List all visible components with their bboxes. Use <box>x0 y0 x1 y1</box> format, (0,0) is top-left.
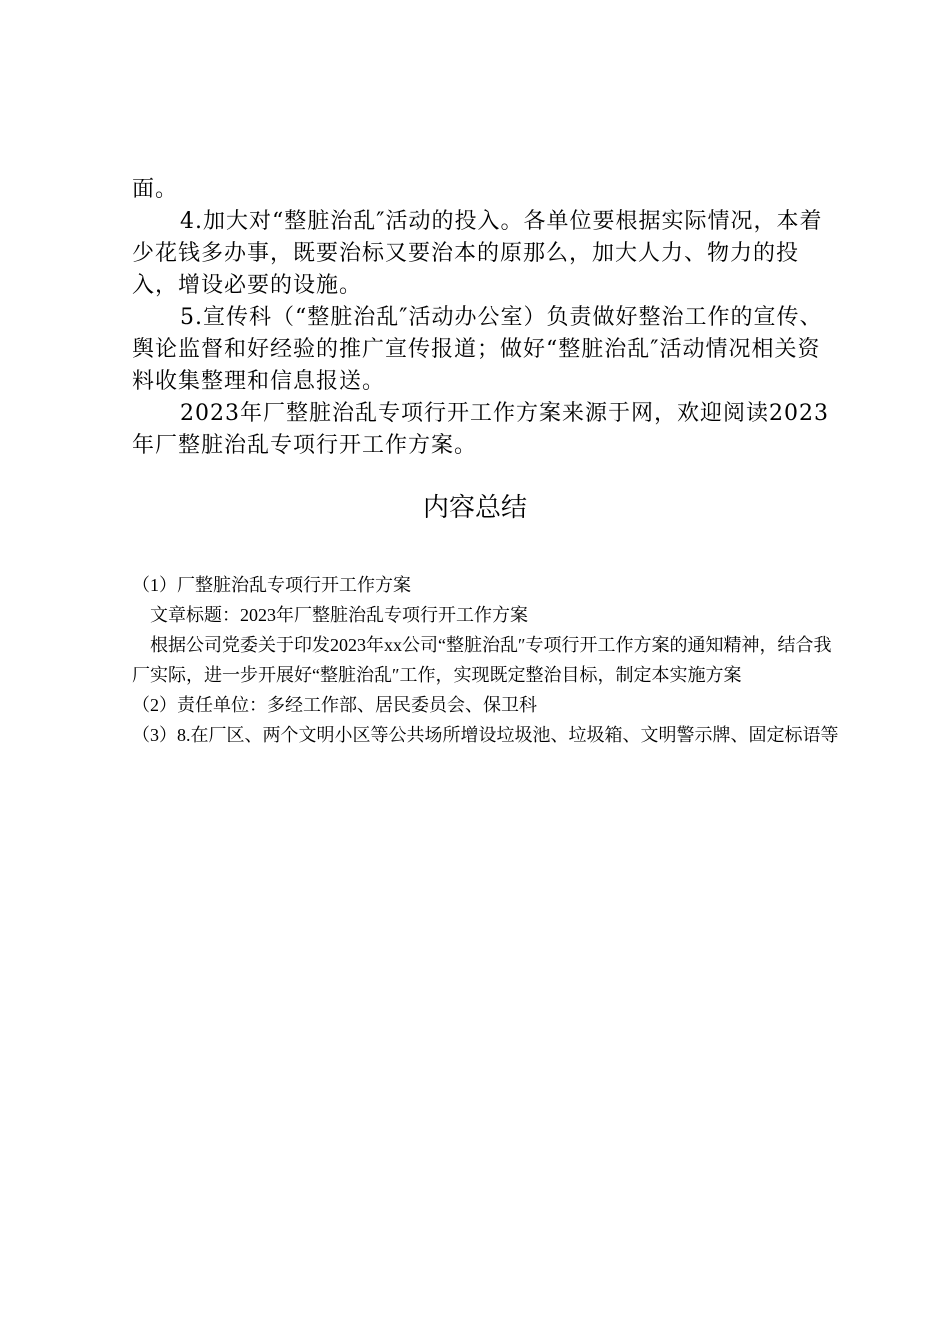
body-paragraph: 5.宣传科（“整脏治乱″活动办公室）负责做好整治工作的宣传、舆论监督和好经验的推广宣传报道；做好“整脏治乱″活动情况相关资料收集整理和信息报送。 <box>132 305 823 394</box>
summary-item: 文章标题：2023年厂整脏治乱专项行开工作方案 <box>150 605 528 625</box>
body-paragraph: 2023年厂整脏治乱专项行开工作方案来源于网，欢迎阅读2023年厂整脏治乱专项行开工作方案。 <box>132 401 829 458</box>
body-paragraph: 4.加大对“整脏治乱″活动的投入。各单位要根据实际情况，本着少花钱多办事，既要治标又要治本的原那么，加大人力、物力的投入，增设必要的设施。 <box>132 209 823 298</box>
summary-item: （3）8.在厂区、两个文明小区等公共场所增设垃圾池、垃圾箱、文明警示牌、固定标语等 <box>132 725 839 745</box>
summary-item: （2）责任单位：多经工作部、居民委员会、保卫科 <box>132 695 537 715</box>
summary-title: 内容总结 <box>422 493 527 523</box>
body-paragraph: 面。 <box>132 177 179 202</box>
document-body <box>132 174 832 462</box>
summary-section <box>132 570 842 750</box>
summary-item: （1）厂整脏治乱专项行开工作方案 <box>132 575 411 595</box>
summary-item: 根据公司党委关于印发2023年xx公司“整脏治乱″专项行开工作方案的通知精神，结合我厂实际，进一步开展好“整脏治乱″工作，实现既定整治目标，制定本实施方案 <box>132 635 832 685</box>
